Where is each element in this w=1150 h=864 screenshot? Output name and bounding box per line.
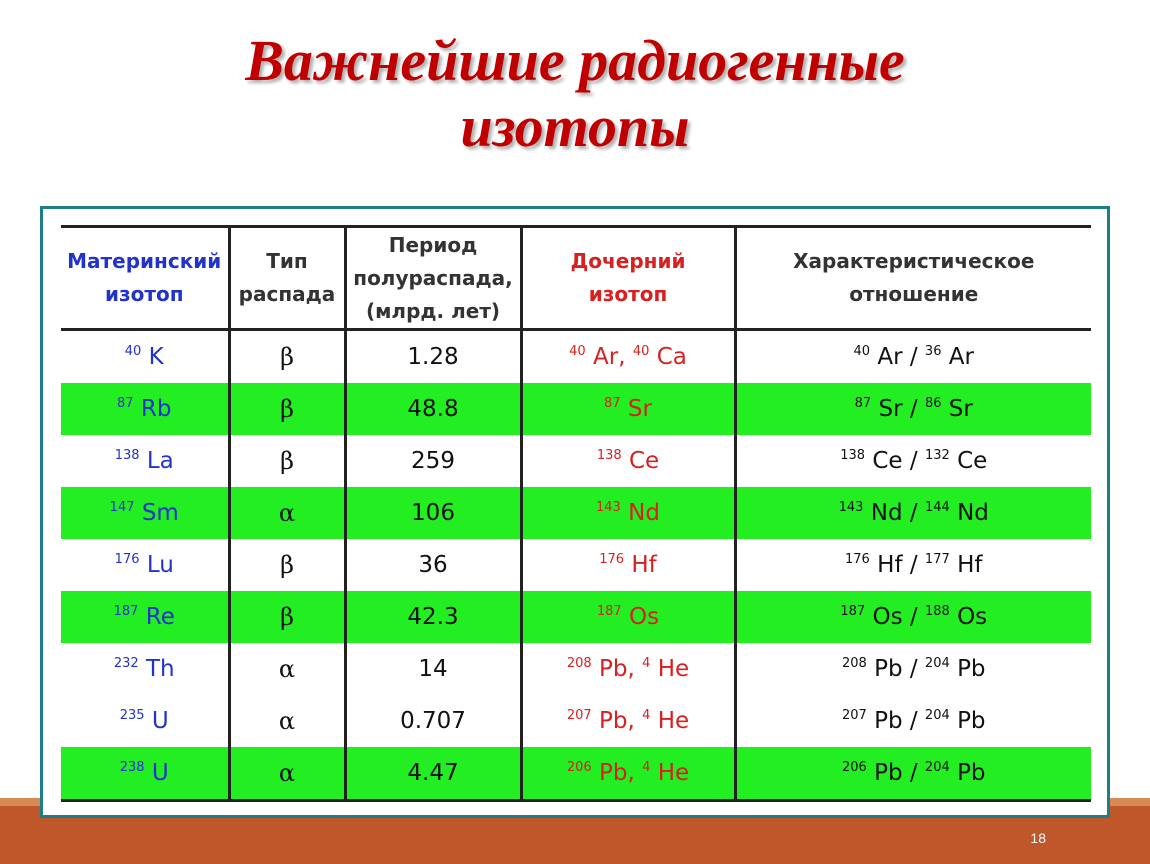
daughter-isotope-cell xyxy=(521,747,735,801)
element-symbol: U xyxy=(151,760,169,786)
mass-number: 132 xyxy=(924,448,950,463)
half-life-cell: 259 xyxy=(345,435,521,487)
mass-number: 40 xyxy=(632,344,650,359)
element-symbol: Hf xyxy=(631,552,657,578)
mass-number: 147 xyxy=(109,500,135,515)
header-half-life: Период полураспада, (млрд. лет) xyxy=(345,227,521,330)
decay-type-cell: β xyxy=(229,435,345,487)
ratio-cell xyxy=(735,695,1091,747)
decay-type-cell: β xyxy=(229,383,345,435)
element-symbol: Rb xyxy=(140,396,172,422)
header-daughter-isotope: Дочерний изотоп xyxy=(521,227,735,330)
mass-number: 204 xyxy=(924,708,950,723)
mass-number: 207 xyxy=(566,708,592,723)
ratio-cell xyxy=(735,435,1091,487)
element-symbol: Nd / xyxy=(870,500,925,526)
half-life-cell: 4.47 xyxy=(345,747,521,801)
mass-number: 143 xyxy=(596,500,621,515)
element-symbol: Hf / xyxy=(877,552,925,578)
slide-title xyxy=(0,28,1150,160)
mass-number: 36 xyxy=(924,344,942,359)
table-row xyxy=(61,591,1091,643)
ratio-cell xyxy=(735,539,1091,591)
element-symbol: Lu xyxy=(146,552,174,578)
mass-number: 176 xyxy=(114,552,140,567)
element-symbol: Ce xyxy=(628,448,660,474)
element-symbol: Pb / xyxy=(874,708,925,734)
half-life-cell: 1.28 xyxy=(345,330,521,384)
ratio-cell xyxy=(735,487,1091,539)
parent-isotope-cell xyxy=(61,695,229,747)
mass-number: 187 xyxy=(840,604,866,619)
daughter-isotope-cell xyxy=(521,539,735,591)
mass-number: 138 xyxy=(114,448,140,463)
header-parent-isotope: Материнский изотоп xyxy=(61,227,229,330)
slide-title-line-1: Важнейшие радиогенные xyxy=(245,28,905,93)
half-life-cell: 42.3 xyxy=(345,591,521,643)
parent-isotope-cell xyxy=(61,383,229,435)
element-symbol: Os / xyxy=(872,604,925,630)
element-symbol: Pb, xyxy=(599,656,643,682)
ratio-cell xyxy=(735,330,1091,384)
ratio-cell xyxy=(735,643,1091,695)
table-row xyxy=(61,383,1091,435)
table-frame xyxy=(40,206,1110,818)
element-symbol: Nd xyxy=(957,500,989,526)
mass-number: 232 xyxy=(113,656,139,671)
half-life-cell: 36 xyxy=(345,539,521,591)
element-symbol: He xyxy=(657,708,690,734)
mass-number: 87 xyxy=(854,396,872,411)
element-symbol: Pb xyxy=(957,708,986,734)
table-header-row xyxy=(61,227,1091,330)
element-symbol: Ca xyxy=(656,344,687,370)
mass-number: 40 xyxy=(124,344,142,359)
parent-isotope-cell xyxy=(61,330,229,384)
mass-number: 40 xyxy=(569,344,586,359)
daughter-isotope-cell xyxy=(521,487,735,539)
element-symbol: La xyxy=(146,448,174,474)
element-symbol: U xyxy=(151,708,169,734)
element-symbol: He xyxy=(657,656,690,682)
mass-number: 187 xyxy=(113,604,139,619)
element-symbol: Sr / xyxy=(878,396,925,422)
mass-number: 177 xyxy=(924,552,950,567)
parent-isotope-cell xyxy=(61,747,229,801)
decay-type-cell: α xyxy=(229,487,345,539)
mass-number: 176 xyxy=(845,552,870,567)
table-row xyxy=(61,539,1091,591)
mass-number: 208 xyxy=(566,656,592,671)
mass-number: 138 xyxy=(840,448,866,463)
element-symbol: Pb / xyxy=(874,760,925,786)
mass-number: 206 xyxy=(841,760,867,775)
decay-type-cell: α xyxy=(229,695,345,747)
ratio-cell xyxy=(735,747,1091,801)
mass-number: 4 xyxy=(642,760,651,775)
mass-number: 235 xyxy=(119,708,145,723)
mass-number: 207 xyxy=(841,708,867,723)
mass-number: 87 xyxy=(604,396,621,411)
table-row xyxy=(61,487,1091,539)
mass-number: 204 xyxy=(924,656,950,671)
table-row xyxy=(61,330,1091,384)
decay-type-cell: α xyxy=(229,643,345,695)
parent-isotope-cell xyxy=(61,539,229,591)
element-symbol: K xyxy=(148,344,164,370)
mass-number: 208 xyxy=(841,656,867,671)
mass-number: 238 xyxy=(119,760,145,775)
daughter-isotope-cell xyxy=(521,383,735,435)
mass-number: 138 xyxy=(596,448,622,463)
daughter-isotope-cell xyxy=(521,695,735,747)
element-symbol: Ar xyxy=(948,344,974,370)
daughter-isotope-cell xyxy=(521,591,735,643)
mass-number: 4 xyxy=(642,708,651,723)
half-life-cell: 0.707 xyxy=(345,695,521,747)
decay-type-cell: β xyxy=(229,591,345,643)
daughter-isotope-cell xyxy=(521,643,735,695)
parent-isotope-cell xyxy=(61,435,229,487)
mass-number: 4 xyxy=(642,656,651,671)
element-symbol: Pb xyxy=(957,656,986,682)
daughter-isotope-cell xyxy=(521,435,735,487)
element-symbol: Ar, xyxy=(593,344,633,370)
element-symbol: Sm xyxy=(141,500,179,526)
mass-number: 143 xyxy=(838,500,864,515)
table-row xyxy=(61,747,1091,801)
isotopes-table xyxy=(61,225,1091,802)
half-life-cell: 48.8 xyxy=(345,383,521,435)
ratio-cell xyxy=(735,591,1091,643)
element-symbol: Os xyxy=(629,604,660,630)
element-symbol: Ce / xyxy=(872,448,925,474)
mass-number: 87 xyxy=(117,396,134,411)
decay-type-cell: α xyxy=(229,747,345,801)
half-life-cell: 14 xyxy=(345,643,521,695)
parent-isotope-cell xyxy=(61,643,229,695)
mass-number: 206 xyxy=(566,760,592,775)
element-symbol: Pb xyxy=(957,760,986,786)
decay-type-cell: β xyxy=(229,539,345,591)
element-symbol: Hf xyxy=(957,552,983,578)
mass-number: 204 xyxy=(924,760,950,775)
parent-isotope-cell xyxy=(61,487,229,539)
slide-title-line-2: изотопы xyxy=(460,94,690,159)
element-symbol: Pb, xyxy=(599,760,643,786)
element-symbol: Ce xyxy=(957,448,988,474)
element-symbol: Re xyxy=(145,604,175,630)
decay-type-cell: β xyxy=(229,330,345,384)
mass-number: 187 xyxy=(596,604,622,619)
element-symbol: He xyxy=(657,760,690,786)
table-row xyxy=(61,435,1091,487)
mass-number: 188 xyxy=(924,604,950,619)
table-row xyxy=(61,695,1091,747)
parent-isotope-cell xyxy=(61,591,229,643)
ratio-cell xyxy=(735,383,1091,435)
element-symbol: Sr xyxy=(627,396,652,422)
element-symbol: Os xyxy=(957,604,988,630)
half-life-cell: 106 xyxy=(345,487,521,539)
header-characteristic-ratio: Характеристическое отношение xyxy=(735,227,1091,330)
mass-number: 144 xyxy=(924,500,950,515)
element-symbol: Th xyxy=(146,656,175,682)
element-symbol: Sr xyxy=(948,396,973,422)
element-symbol: Nd xyxy=(628,500,660,526)
daughter-isotope-cell xyxy=(521,330,735,384)
element-symbol: Pb / xyxy=(874,656,925,682)
mass-number: 40 xyxy=(853,344,871,359)
mass-number: 176 xyxy=(599,552,625,567)
header-decay-type: Тип распада xyxy=(229,227,345,330)
element-symbol: Ar / xyxy=(877,344,925,370)
element-symbol: Pb, xyxy=(599,708,643,734)
page-number: 18 xyxy=(1030,830,1046,846)
table-row xyxy=(61,643,1091,695)
mass-number: 86 xyxy=(924,396,942,411)
